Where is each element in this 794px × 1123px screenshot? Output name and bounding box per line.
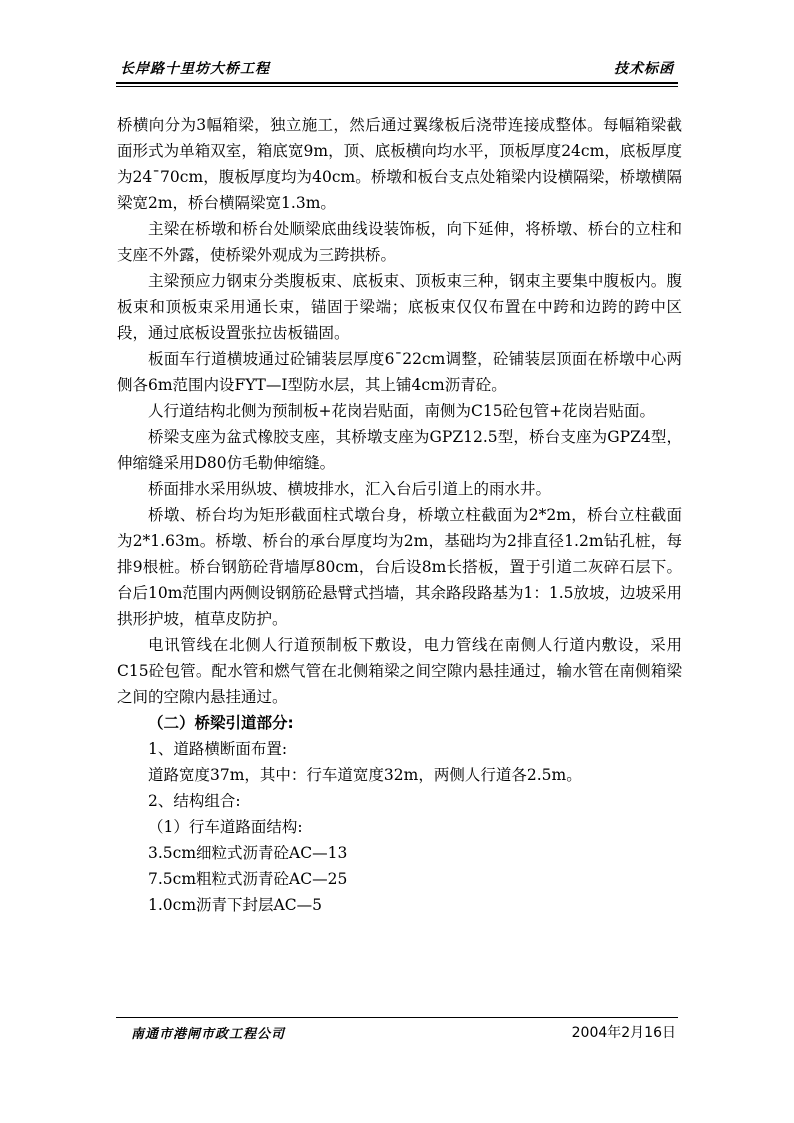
section-heading: （二）桥梁引道部分: (148, 714, 294, 732)
paragraph: 主梁预应力钢束分类腹板束、底板束、顶板束三种，钢束主要集中腹板内。腹板束和顶板束采用通长束，锚固于梁端；底板束仅仅布置在中跨和边跨的跨中区段，通过底板设置张拉齿板锚固。 (117, 272, 682, 342)
header-divider (116, 82, 678, 84)
paragraph: 人行道结构北侧为预制板+花岗岩贴面，南侧为C15砼包管+花岗岩贴面。 (148, 402, 656, 420)
paragraph: 桥横向分为3幅箱梁，独立施工，然后通过翼缘板后浇带连接成整体。每幅箱梁截面形式为单箱双室，箱底宽9m，顶、底板横向均水平，顶板厚度24cm，底板厚度为24¯70cm，腹板厚度均为40cm。桥墩和板台支点处箱梁内设横隔梁，桥墩横隔梁宽2m，桥台横隔梁宽1.3m。 (117, 116, 682, 212)
paragraph: 桥墩、桥台均为矩形截面柱式墩台身，桥墩立柱截面为2*2m，桥台立柱截面为2*1.63m。桥墩、桥台的承台厚度均为2m，基础均为2排直径1.2m钻孔桩，每排9根桩。桥台钢筋砼背墙厚80cm，台后设8m长搭板，置于引道二灰碎石层下。台后10m范围内两侧设钢筋砼悬臂式挡墙，其余路段路基为1：1.5放坡，边坡采用拱形护坡，植草皮防护。 (117, 506, 682, 628)
paragraph: 主梁在桥墩和桥台处顺梁底曲线设装饰板，向下延伸，将桥墩、桥台的立柱和支座不外露，使桥梁外观成为三跨拱桥。 (117, 220, 682, 264)
header-project-title: 长岸路十里坊大桥工程 (120, 61, 270, 77)
paragraph: 电讯管线在北侧人行道预制板下敷设，电力管线在南侧人行道内敷设，采用C15砼包管。配水管和燃气管在北侧箱梁之间空隙内悬挂通过，输水管在南侧箱梁之间的空隙内悬挂通过。 (117, 636, 682, 706)
section-line: 7.5cm粗粒式沥青砼AC—25 (148, 870, 348, 888)
section-line: 2、结构组合: (148, 792, 241, 810)
document-body (117, 112, 682, 918)
header-document-type: 技术标函 (614, 61, 674, 77)
header-divider-thin (116, 86, 678, 87)
section-line: 1、道路横断面布置: (148, 740, 288, 758)
paragraph: 桥面排水采用纵坡、横坡排水，汇入台后引道上的雨水井。 (148, 480, 552, 498)
paragraph: 板面车行道横坡通过砼铺装层厚度6¯22cm调整，砼铺装层顶面在桥墩中心两侧各6m范围内设FYT—I型防水层，其上铺4cm沥青砼。 (117, 350, 682, 394)
footer-divider (116, 1017, 678, 1018)
paragraph: 桥梁支座为盆式橡胶支座，其桥墩支座为GPZ12.5型，桥台支座为GPZ4型，伸缩缝采用D80仿毛勒伸缩缝。 (117, 428, 682, 472)
section-line: 道路宽度37m，其中：行车道宽度32m，两侧人行道各2.5m。 (148, 766, 582, 784)
section-line: 3.5cm细粒式沥青砼AC—13 (148, 844, 348, 862)
footer-company-name: 南通市港闸市政工程公司 (131, 1027, 286, 1042)
section-line: 1.0cm沥青下封层AC—5 (148, 896, 322, 914)
footer-date: 2004年2月16日 (571, 1025, 676, 1041)
section-line: （1）行车道路面结构: (148, 818, 303, 836)
